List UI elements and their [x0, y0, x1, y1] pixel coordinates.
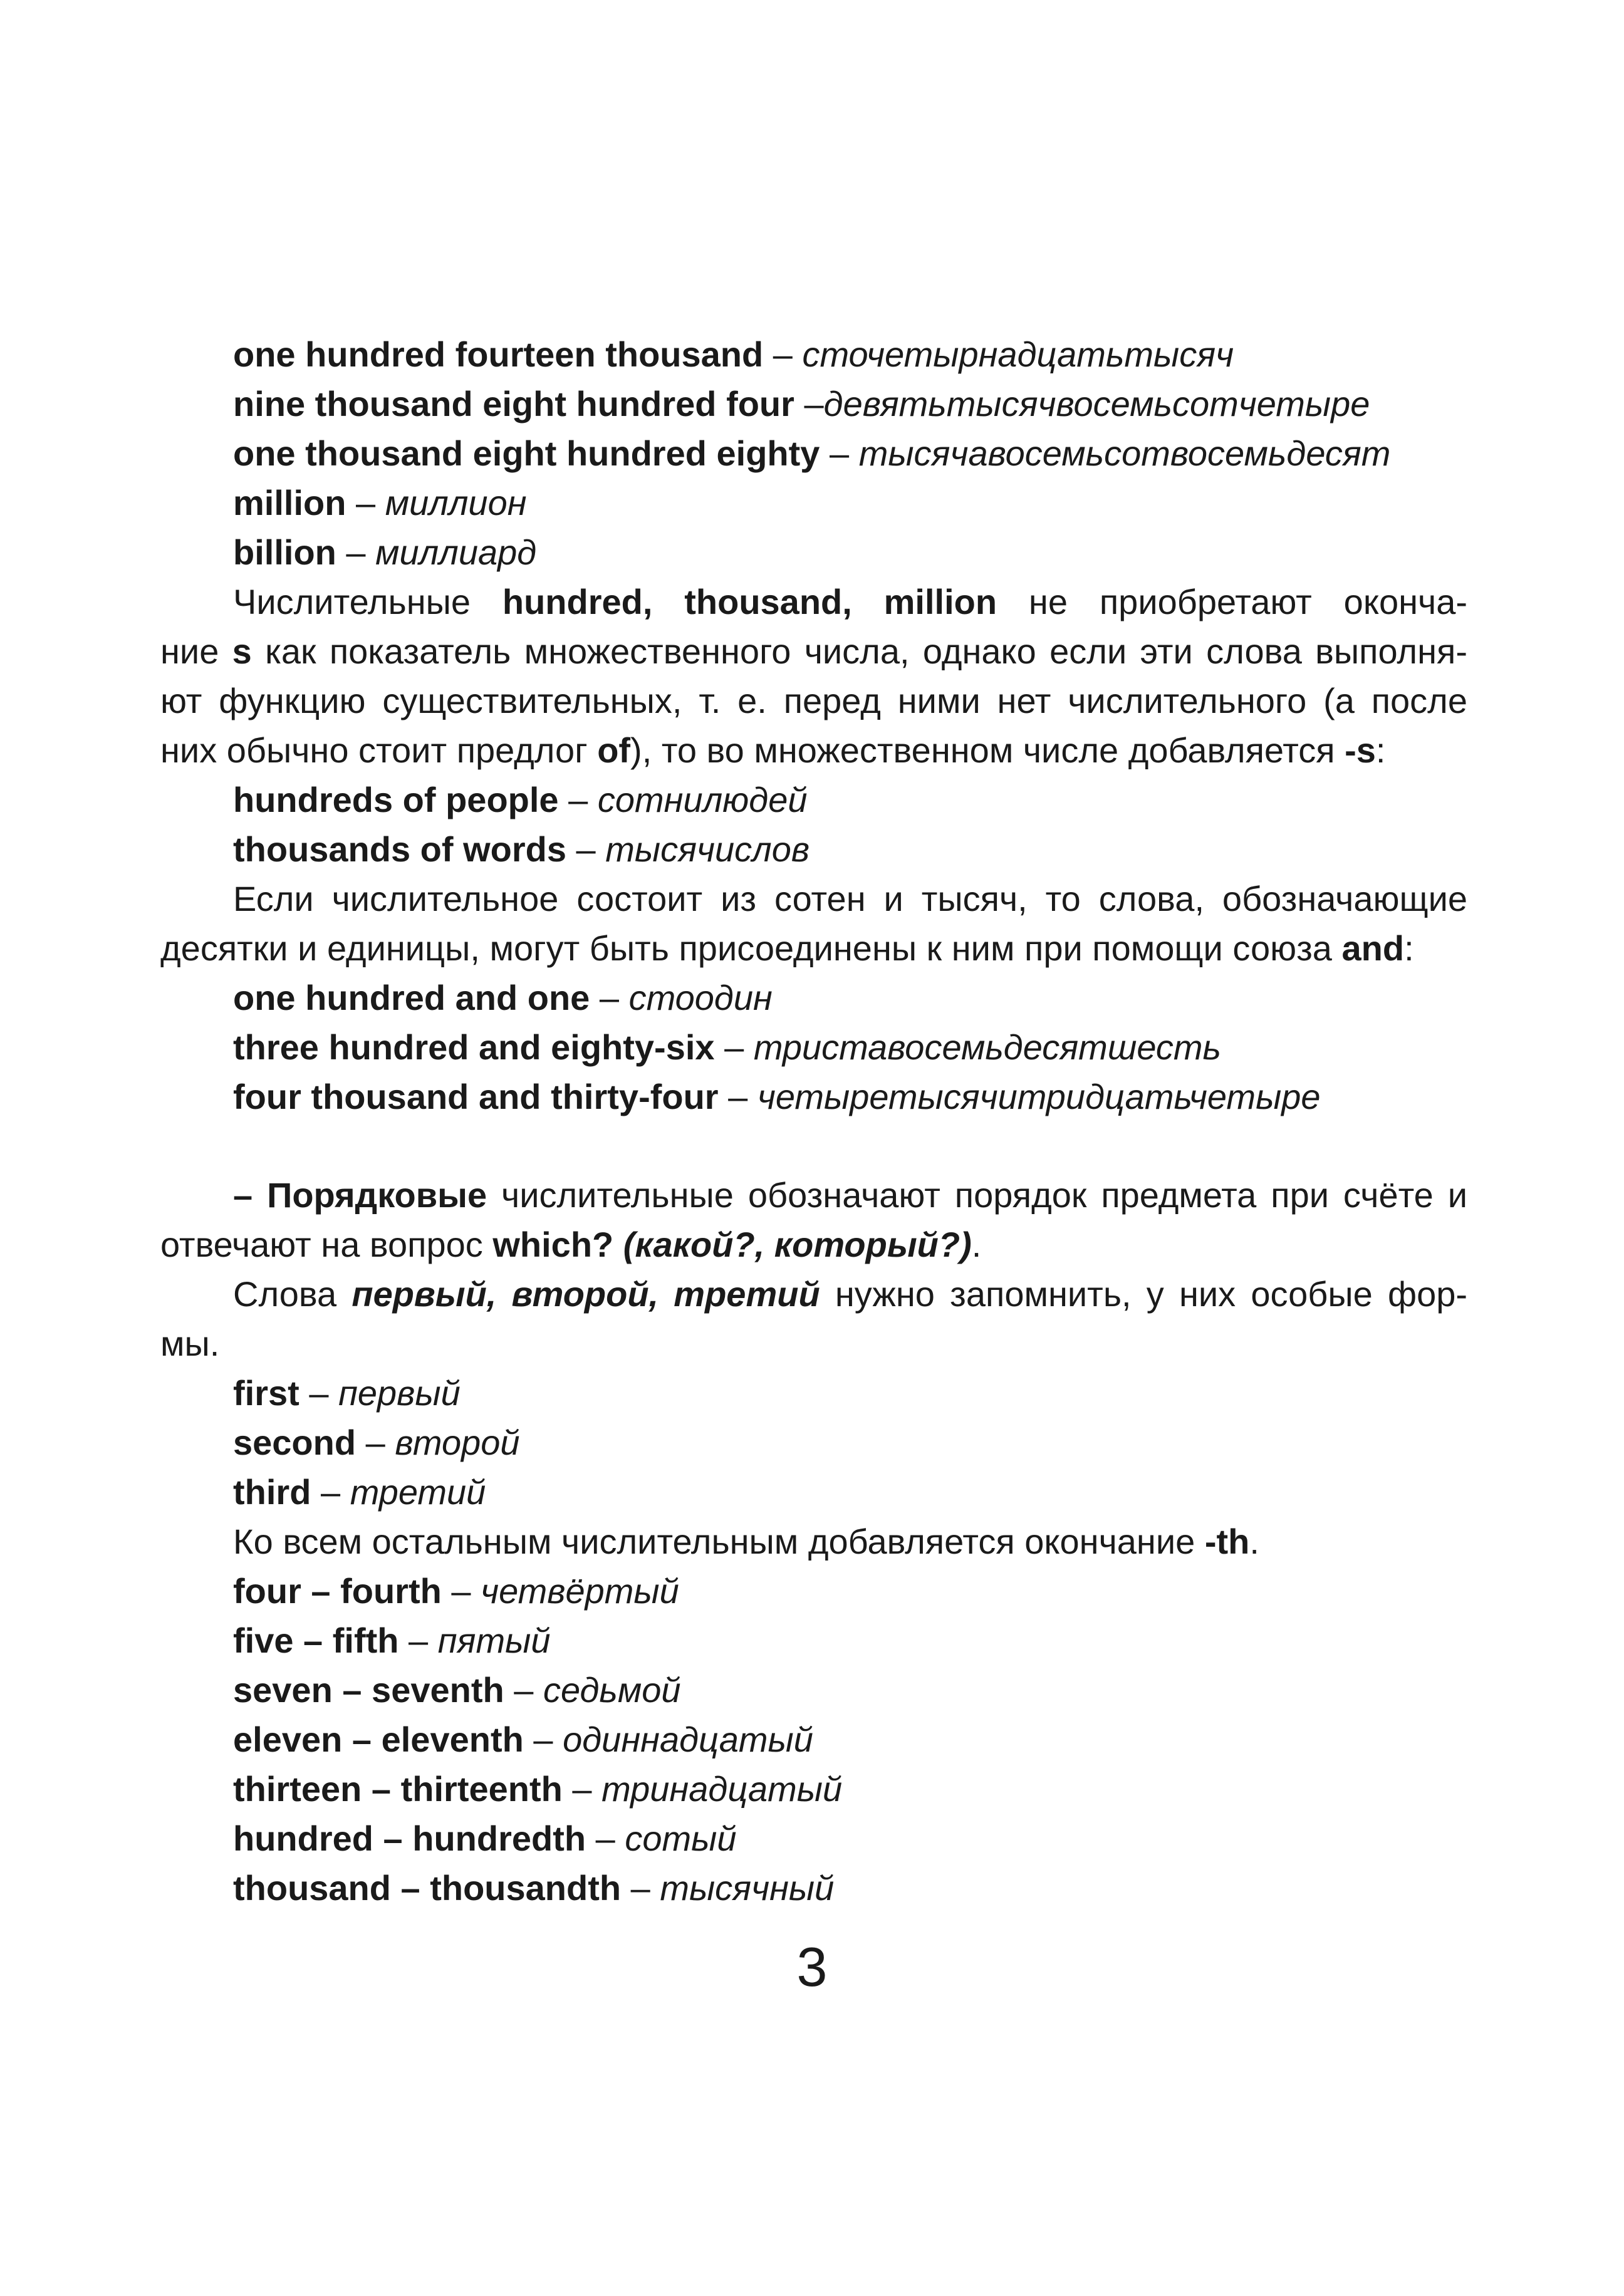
example-line	[0, 824, 1624, 875]
russian-translation: девятьтысячвосемьсотчетыре	[823, 384, 1370, 423]
paragraph-line: ние s как показатель множественного числа, однако если эти слова выполня-	[160, 631, 1467, 671]
russian-translation: тысячный	[660, 1868, 835, 1908]
english-term: five – fifth	[233, 1621, 399, 1660]
dash: –	[311, 1472, 350, 1512]
example-line	[0, 527, 1624, 578]
english-term: first	[233, 1373, 299, 1413]
english-term: one hundred and one	[233, 978, 590, 1017]
english-term: three hundred and eighty-six	[233, 1027, 715, 1067]
example-line	[0, 1863, 1624, 1913]
example-line	[0, 429, 1624, 479]
paragraph-line: Слова первый, второй, третий нужно запомнить, у них особые фор-	[233, 1274, 1468, 1314]
example-line	[0, 1022, 1624, 1073]
paragraph-line: Если числительное состоит из сотен и тысяч, то слова, обозначающие	[233, 879, 1467, 918]
dash: –	[398, 1621, 438, 1660]
english-term: hundred – hundredth	[233, 1819, 586, 1858]
dash: –	[714, 1027, 754, 1067]
russian-translation: седьмой	[543, 1670, 681, 1710]
example-line	[0, 1368, 1624, 1418]
example-line	[0, 330, 1624, 380]
english-term: four thousand and thirty-four	[233, 1077, 719, 1116]
paragraph-line: десятки и единицы, могут быть присоединены к ним при помощи союза and:	[160, 928, 1414, 968]
example-line	[0, 1814, 1624, 1864]
english-term: eleven – eleventh	[233, 1720, 524, 1759]
english-term: four – fourth	[233, 1571, 442, 1611]
english-term: hundreds of people	[233, 780, 559, 819]
russian-translation: четвёртый	[481, 1571, 679, 1611]
dash: –	[356, 1423, 395, 1462]
paragraph-line: Ко всем остальным числительным добавляется окончание -th.	[233, 1522, 1259, 1561]
english-term: third	[233, 1472, 311, 1512]
example-line	[0, 775, 1624, 825]
russian-translation: триставосемьдесятшесть	[753, 1027, 1221, 1067]
example-line	[0, 478, 1624, 528]
english-term: billion	[233, 532, 336, 572]
paragraph-line: Числительные hundred, thousand, million не приобретают оконча-	[233, 582, 1467, 621]
example-line	[0, 1467, 1624, 1517]
example-line	[0, 1715, 1624, 1765]
example-line	[0, 1566, 1624, 1616]
dash: –	[621, 1868, 660, 1908]
example-line	[0, 1665, 1624, 1715]
russian-translation: миллиард	[375, 532, 537, 572]
dash: –	[562, 1769, 602, 1809]
dash: –	[299, 1373, 339, 1413]
example-line	[0, 1616, 1624, 1666]
paragraph-line: мы.	[160, 1324, 220, 1363]
russian-translation: четыретысячитридцатьчетыре	[757, 1077, 1321, 1116]
example-line	[0, 973, 1624, 1023]
dash: –	[590, 978, 629, 1017]
paragraph-line: них обычно стоит предлог of), то во множественном числе добавляется -s:	[160, 730, 1386, 770]
paragraph-line: ют функцию существительных, т. е. перед ними нет числительного (а после	[160, 681, 1467, 720]
english-term: second	[233, 1423, 357, 1462]
example-line	[0, 379, 1624, 429]
russian-translation: стоодин	[628, 978, 773, 1017]
example-line	[0, 1418, 1624, 1468]
english-term: thirteen – thirteenth	[233, 1769, 563, 1809]
russian-translation: миллион	[385, 483, 527, 522]
dash: –	[336, 532, 376, 572]
english-term: one thousand eight hundred eighty	[233, 434, 820, 473]
english-term: thousand – thousandth	[233, 1868, 622, 1908]
paragraph-line: – Порядковые числительные обозначают порядок предмета при счёте и	[233, 1175, 1467, 1215]
dash: –	[718, 1077, 757, 1116]
dash: –	[820, 434, 859, 473]
russian-translation: тысячавосемьсотвосемьдесят	[858, 434, 1391, 473]
english-term: million	[233, 483, 346, 522]
russian-translation: сотый	[625, 1819, 737, 1858]
example-line	[0, 1072, 1624, 1122]
dash: –	[586, 1819, 625, 1858]
example-line	[0, 1764, 1624, 1814]
english-term: thousands of words	[233, 829, 566, 869]
russian-translation: сотнилюдей	[597, 780, 808, 819]
dash: –	[794, 384, 824, 423]
russian-translation: тринадцатый	[601, 1769, 843, 1809]
english-term: one hundred fourteen thousand	[233, 335, 764, 374]
russian-translation: третий	[350, 1472, 486, 1512]
russian-translation: первый	[338, 1373, 461, 1413]
english-term: seven – seventh	[233, 1670, 504, 1710]
dash: –	[441, 1571, 481, 1611]
page-number: 3	[796, 1936, 828, 1998]
russian-translation: тысячислов	[605, 829, 810, 869]
russian-translation: пятый	[437, 1621, 551, 1660]
dash: –	[504, 1670, 543, 1710]
dash: –	[346, 483, 385, 522]
dash: –	[566, 829, 606, 869]
russian-translation: второй	[395, 1423, 520, 1462]
russian-translation: одиннадцатый	[563, 1720, 813, 1759]
english-term: nine thousand eight hundred four	[233, 384, 794, 423]
paragraph-line: отвечают на вопрос which? (какой?, который?).	[160, 1225, 982, 1264]
dash: –	[523, 1720, 563, 1759]
russian-translation: сточетырнадцатьтысяч	[802, 335, 1234, 374]
dash: –	[558, 780, 598, 819]
dash: –	[763, 335, 803, 374]
